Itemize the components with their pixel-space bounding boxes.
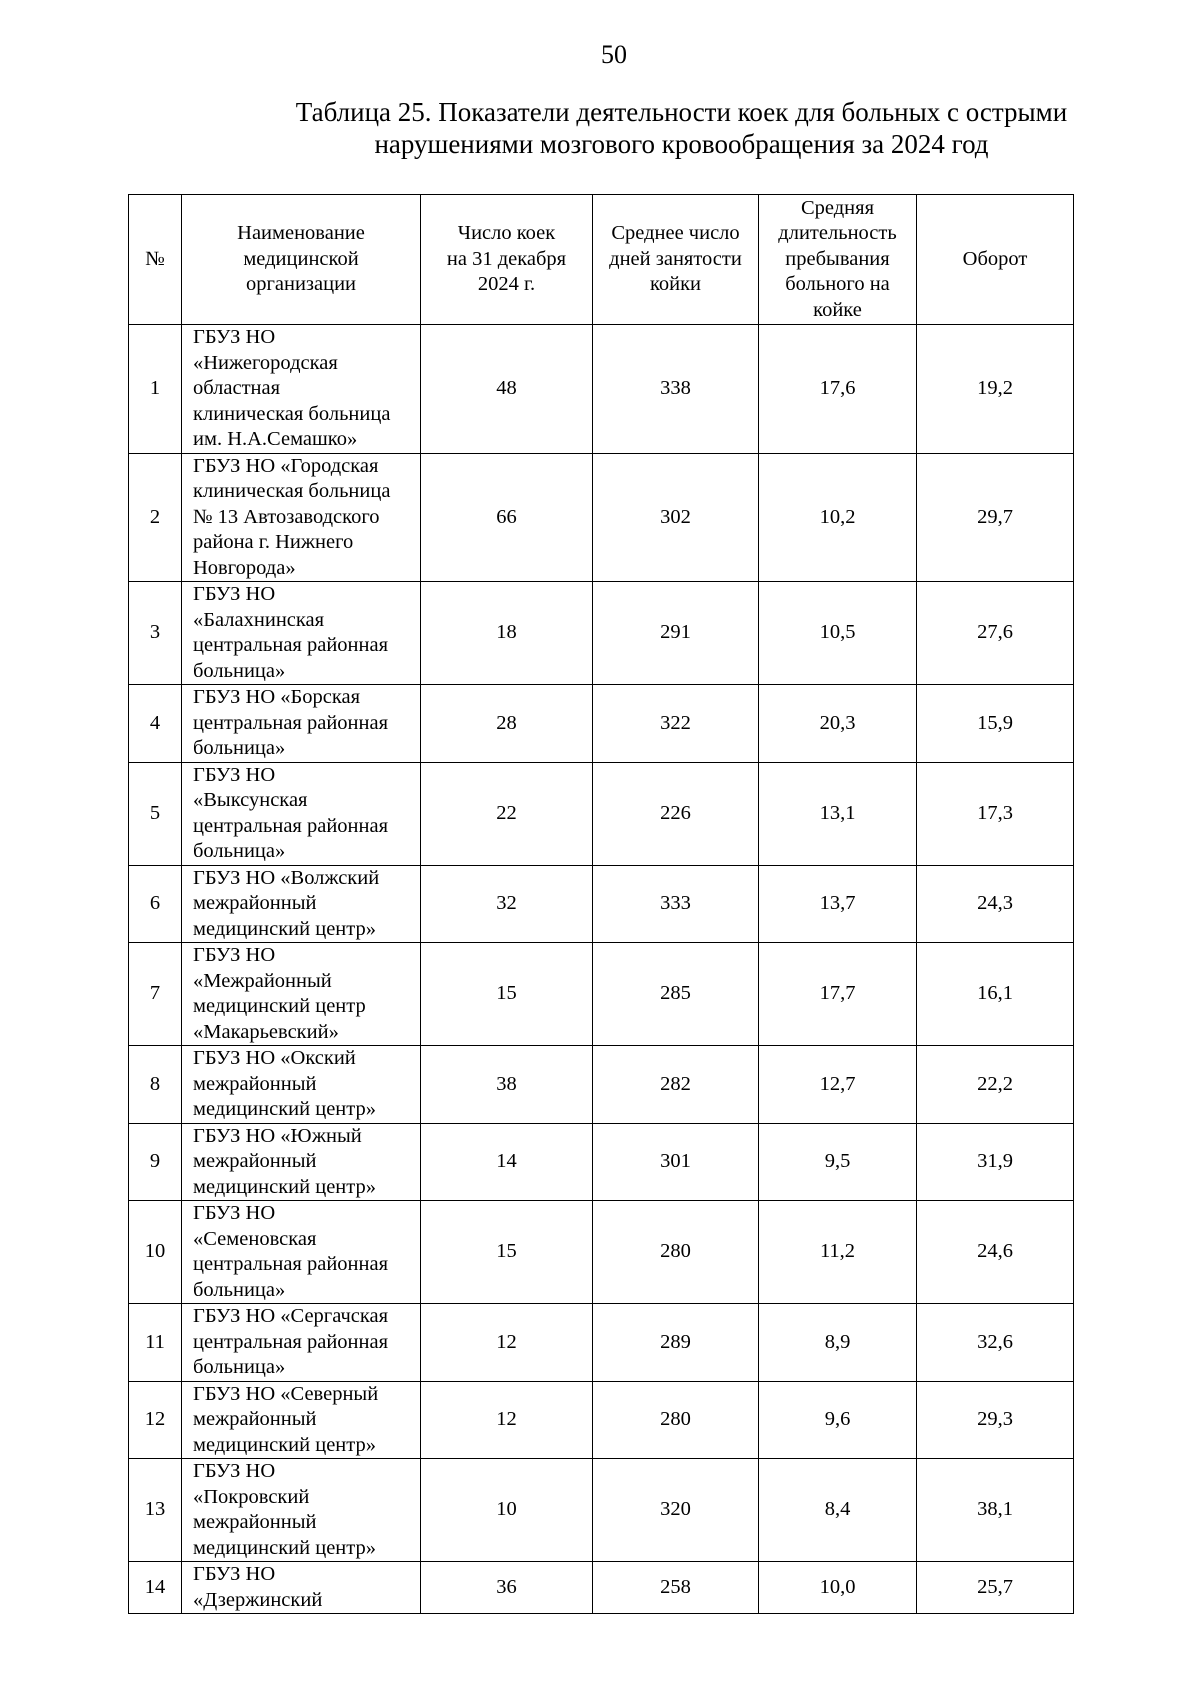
text-line: клиническая больница xyxy=(193,480,391,502)
text-line: длительность xyxy=(778,222,897,245)
cell-beds: 12 xyxy=(421,1304,593,1382)
text-line: ГБУЗ НО xyxy=(193,1460,276,1482)
text-line: «Макарьевский» xyxy=(193,1020,339,1043)
page-number: 50 xyxy=(601,40,627,69)
cell-duration: 13,1 xyxy=(759,762,917,865)
cell-days: 282 xyxy=(593,1046,759,1124)
header-num: № xyxy=(129,195,182,325)
cell-turnover: 24,3 xyxy=(917,865,1074,943)
cell-days: 338 xyxy=(593,325,759,454)
text-line: ГБУЗ НО «Борская xyxy=(193,686,361,708)
text-line: больница» xyxy=(193,1356,286,1378)
header-turnover xyxy=(917,195,1074,325)
text-line: койке xyxy=(813,298,862,321)
table-row xyxy=(129,1381,1074,1459)
cell-num: 9 xyxy=(129,1123,182,1201)
text-line: больного на xyxy=(785,273,890,296)
text-line: ГБУЗ НО xyxy=(193,1202,276,1224)
cell-days: 301 xyxy=(593,1123,759,1201)
table-row xyxy=(129,325,1074,454)
text-line: района г. Нижнего xyxy=(193,531,354,553)
table-row xyxy=(129,1459,1074,1562)
cell-num: 14 xyxy=(129,1562,182,1614)
text-line: больница» xyxy=(193,737,286,759)
text-line: медицинский центр xyxy=(193,995,366,1017)
text-line: ГБУЗ НО xyxy=(193,944,276,966)
cell-duration: 8,9 xyxy=(759,1304,917,1382)
cell-beds: 48 xyxy=(421,325,593,454)
cell-days: 289 xyxy=(593,1304,759,1382)
cell-duration: 17,7 xyxy=(759,943,917,1046)
text-line: Оборот xyxy=(962,247,1028,270)
cell-org xyxy=(182,325,421,454)
cell-duration: 11,2 xyxy=(759,1201,917,1304)
text-line: ГБУЗ НО «Северный xyxy=(193,1382,379,1405)
cell-beds: 15 xyxy=(421,1201,593,1304)
cell-turnover: 31,9 xyxy=(917,1123,1074,1201)
header-beds xyxy=(421,195,593,325)
text-line: больница» xyxy=(193,1278,286,1301)
cell-org xyxy=(182,943,421,1046)
cell-num: 7 xyxy=(129,943,182,1046)
text-line: межрайонный xyxy=(193,1072,317,1095)
cell-days: 280 xyxy=(593,1201,759,1304)
cell-num: 8 xyxy=(129,1046,182,1124)
cell-turnover: 17,3 xyxy=(917,762,1074,865)
cell-beds: 22 xyxy=(421,762,593,865)
cell-beds: 10 xyxy=(421,1459,593,1562)
table-body xyxy=(129,325,1074,1614)
cell-duration: 13,7 xyxy=(759,865,917,943)
cell-turnover: 15,9 xyxy=(917,685,1074,763)
cell-num: 5 xyxy=(129,762,182,865)
text-line: ГБУЗ НО xyxy=(193,326,276,348)
cell-beds: 38 xyxy=(421,1046,593,1124)
text-line: медицинский центр» xyxy=(193,1536,376,1559)
cell-org xyxy=(182,1201,421,1304)
text-line: Наименование xyxy=(237,222,365,245)
cell-days: 322 xyxy=(593,685,759,763)
cell-days: 291 xyxy=(593,582,759,685)
cell-num: 4 xyxy=(129,685,182,763)
cell-num: 3 xyxy=(129,582,182,685)
cell-days: 258 xyxy=(593,1562,759,1614)
cell-days: 226 xyxy=(593,762,759,865)
text-line: ГБУЗ НО «Волжский xyxy=(193,866,380,889)
text-line: организации xyxy=(245,273,357,296)
header-duration xyxy=(759,195,917,325)
table-row xyxy=(129,582,1074,685)
bed-activity-table xyxy=(128,194,1074,1614)
cell-org xyxy=(182,1123,421,1201)
text-line: центральная районная xyxy=(193,814,389,837)
text-line: ГБУЗ НО «Городская xyxy=(193,454,379,477)
text-line: центральная районная xyxy=(193,711,389,734)
text-line: больница» xyxy=(193,840,286,862)
text-line: медицинский центр» xyxy=(193,1175,376,1198)
text-line: межрайонный xyxy=(193,1511,317,1533)
text-line: межрайонный xyxy=(193,892,317,914)
text-line: больница» xyxy=(193,659,286,682)
cell-duration: 9,5 xyxy=(759,1123,917,1201)
table-header-row xyxy=(129,195,1074,325)
text-line: межрайонный xyxy=(193,1408,317,1430)
cell-turnover: 16,1 xyxy=(917,943,1074,1046)
text-line: «Дзержинский xyxy=(193,1588,323,1611)
table-row xyxy=(129,1046,1074,1124)
table-row xyxy=(129,1304,1074,1382)
cell-beds: 36 xyxy=(421,1562,593,1614)
table-row xyxy=(129,1123,1074,1201)
cell-duration: 9,6 xyxy=(759,1381,917,1459)
text-line: центральная районная xyxy=(193,1330,389,1353)
cell-turnover: 25,7 xyxy=(917,1562,1074,1614)
cell-org xyxy=(182,1381,421,1459)
table-title-line-1: Таблица 25. Показатели деятельности коек для больных с острыми xyxy=(295,97,1068,127)
cell-org xyxy=(182,1046,421,1124)
table-title-line-2: нарушениями мозгового кровообращения за 2024 год xyxy=(374,129,989,159)
cell-turnover: 29,3 xyxy=(917,1381,1074,1459)
cell-org xyxy=(182,1304,421,1382)
cell-num: 6 xyxy=(129,865,182,943)
text-line: дней занятости xyxy=(609,247,742,270)
cell-duration: 17,6 xyxy=(759,325,917,454)
cell-beds: 18 xyxy=(421,582,593,685)
table-row xyxy=(129,453,1074,582)
cell-org xyxy=(182,865,421,943)
text-line: пребывания xyxy=(785,247,890,270)
cell-turnover: 29,7 xyxy=(917,453,1074,582)
text-line: Число коек xyxy=(457,222,556,245)
cell-org xyxy=(182,1562,421,1614)
text-line: ГБУЗ НО xyxy=(193,763,276,786)
text-line: 2024 г. xyxy=(477,273,536,296)
text-line: ГБУЗ НО «Сергачская xyxy=(193,1305,389,1327)
cell-org xyxy=(182,1459,421,1562)
text-line: «Покровский xyxy=(193,1485,310,1508)
table-row xyxy=(129,1562,1074,1614)
cell-org xyxy=(182,453,421,582)
cell-beds: 32 xyxy=(421,865,593,943)
cell-duration: 10,2 xyxy=(759,453,917,582)
cell-org xyxy=(182,685,421,763)
cell-days: 302 xyxy=(593,453,759,582)
cell-turnover: 32,6 xyxy=(917,1304,1074,1382)
cell-turnover: 22,2 xyxy=(917,1046,1074,1124)
cell-num: 12 xyxy=(129,1381,182,1459)
cell-duration: 10,5 xyxy=(759,582,917,685)
cell-num: 1 xyxy=(129,325,182,454)
header-days xyxy=(593,195,759,325)
text-line: Новгорода» xyxy=(193,556,296,579)
header-org xyxy=(182,195,421,325)
cell-days: 280 xyxy=(593,1381,759,1459)
cell-duration: 8,4 xyxy=(759,1459,917,1562)
cell-turnover: 27,6 xyxy=(917,582,1074,685)
text-line: Среднее число xyxy=(611,222,740,245)
table-row xyxy=(129,685,1074,763)
table-row xyxy=(129,1201,1074,1304)
cell-beds: 15 xyxy=(421,943,593,1046)
cell-duration: 20,3 xyxy=(759,685,917,763)
cell-duration: 10,0 xyxy=(759,1562,917,1614)
text-line: «Семеновская xyxy=(193,1227,317,1250)
text-line: центральная районная xyxy=(193,1253,389,1275)
text-line: медицинской xyxy=(243,247,359,270)
cell-turnover: 19,2 xyxy=(917,325,1074,454)
cell-beds: 14 xyxy=(421,1123,593,1201)
text-line: «Нижегородская xyxy=(193,351,338,374)
text-line: центральная районная xyxy=(193,634,389,656)
cell-days: 320 xyxy=(593,1459,759,1562)
text-line: койки xyxy=(649,273,702,296)
table-row xyxy=(129,943,1074,1046)
cell-beds: 28 xyxy=(421,685,593,763)
text-line: «Балахнинская xyxy=(193,608,325,631)
text-line: на 31 декабря xyxy=(446,247,567,270)
cell-days: 333 xyxy=(593,865,759,943)
cell-num: 11 xyxy=(129,1304,182,1382)
text-line: областная xyxy=(193,377,281,399)
table-row xyxy=(129,865,1074,943)
text-line: ГБУЗ НО xyxy=(193,583,276,605)
cell-num: 13 xyxy=(129,1459,182,1562)
text-line: медицинский центр» xyxy=(193,917,376,940)
cell-org xyxy=(182,762,421,865)
cell-num: 2 xyxy=(129,453,182,582)
text-line: «Выксунская xyxy=(193,789,308,811)
text-line: межрайонный xyxy=(193,1150,317,1172)
text-line: им. Н.А.Семашко» xyxy=(193,428,358,450)
cell-beds: 66 xyxy=(421,453,593,582)
text-line: № 13 Автозаводского xyxy=(193,505,380,528)
cell-beds: 12 xyxy=(421,1381,593,1459)
text-line: «Межрайонный xyxy=(193,969,332,992)
text-line: ГБУЗ НО «Южный xyxy=(193,1124,362,1147)
table-row xyxy=(129,762,1074,865)
cell-num: 10 xyxy=(129,1201,182,1304)
cell-turnover: 24,6 xyxy=(917,1201,1074,1304)
cell-org xyxy=(182,582,421,685)
text-line: Средняя xyxy=(800,196,874,219)
cell-duration: 12,7 xyxy=(759,1046,917,1124)
cell-days: 285 xyxy=(593,943,759,1046)
cell-turnover: 38,1 xyxy=(917,1459,1074,1562)
text-line: медицинский центр» xyxy=(193,1098,376,1120)
text-line: ГБУЗ НО «Окский xyxy=(193,1047,356,1069)
table-title xyxy=(130,96,1200,160)
text-line: ГБУЗ НО xyxy=(193,1563,276,1585)
text-line: клиническая больница xyxy=(193,402,391,425)
text-line: медицинский центр» xyxy=(193,1433,376,1456)
